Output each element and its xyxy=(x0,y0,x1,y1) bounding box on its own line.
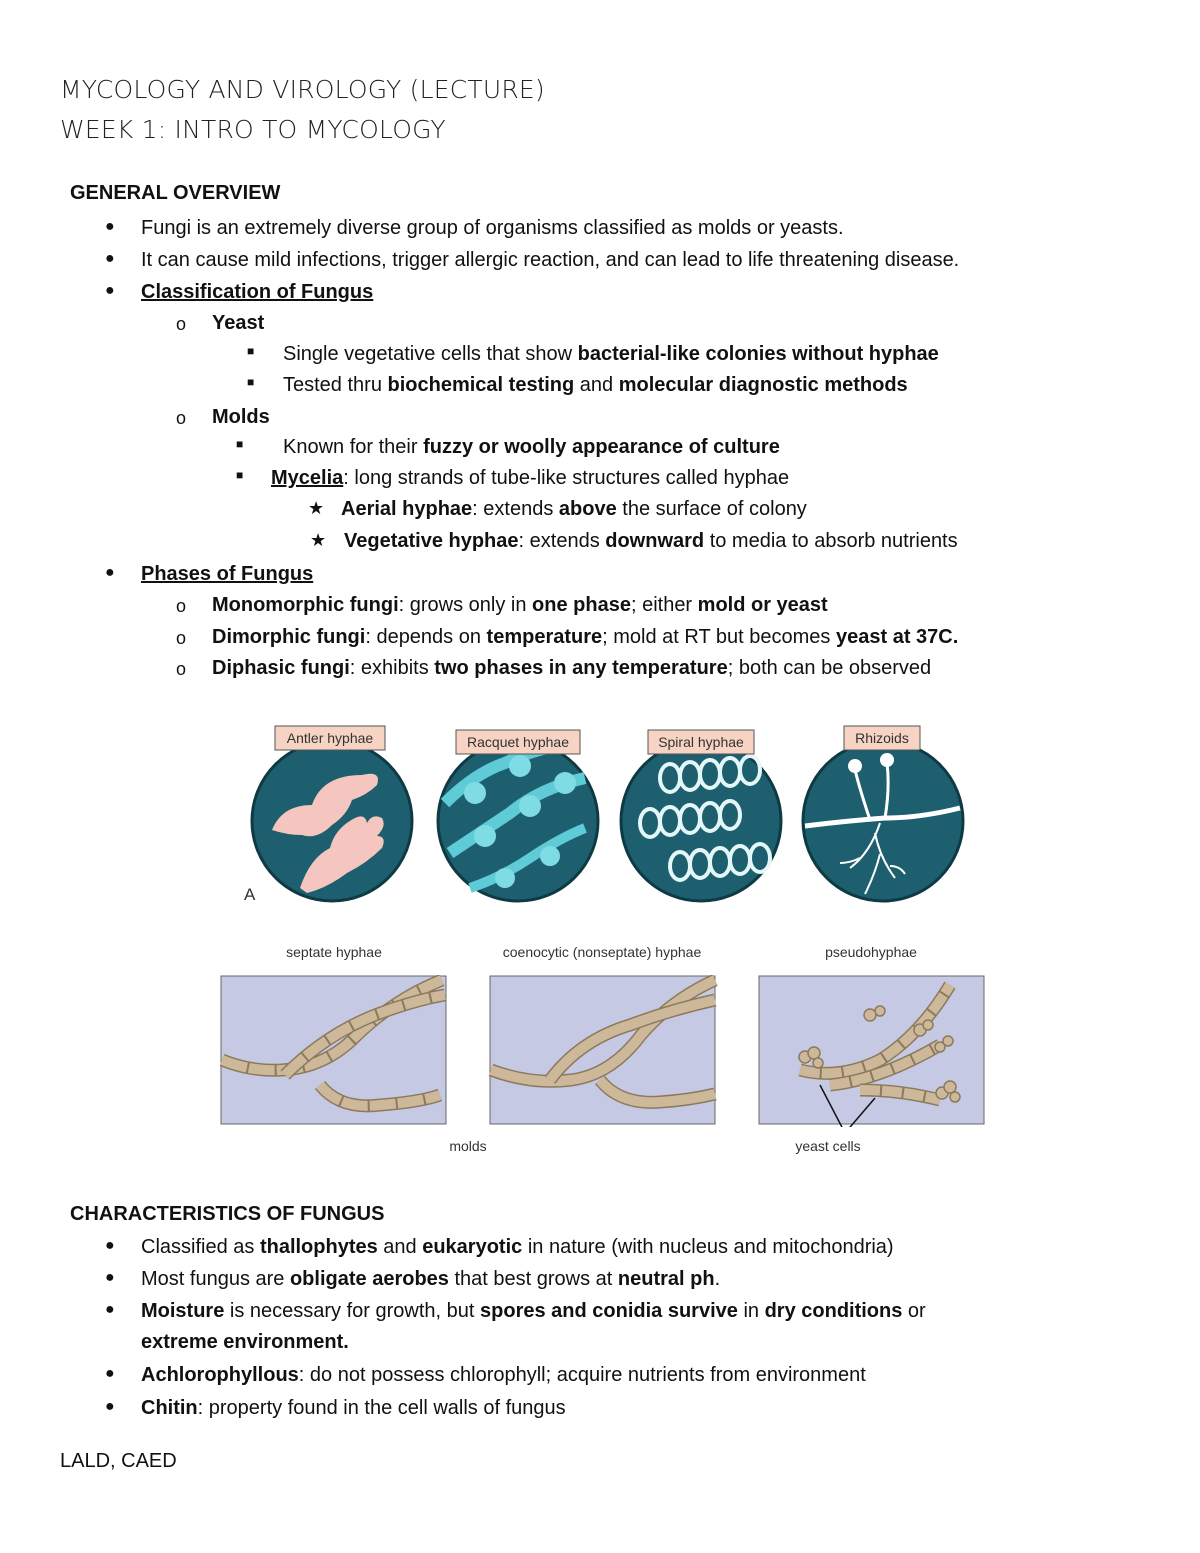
bullet-circle: o xyxy=(176,659,187,679)
characteristic-3-continued: extreme environment. xyxy=(141,1331,349,1353)
classification-heading: Classification of Fungus xyxy=(141,281,374,303)
bullet-square: ■ xyxy=(236,468,244,482)
document-title: MYCOLOGY AND VIROLOGY (LECTURE) xyxy=(60,75,545,104)
bullet-dot: ● xyxy=(105,1269,115,1286)
bullet-circle: o xyxy=(176,596,187,616)
characteristics-heading: CHARACTERISTICS OF FUNGUS xyxy=(70,1203,385,1225)
molds-label: Molds xyxy=(212,406,270,428)
pseudohyphae-caption: pseudohyphae xyxy=(825,944,917,960)
septate-hyphae-panel xyxy=(221,976,446,1124)
phases-heading: Phases of Fungus xyxy=(141,563,314,585)
bullet-dot: ● xyxy=(105,564,115,581)
document-subtitle: WEEK 1: INTRO TO MYCOLOGY xyxy=(60,115,446,144)
yeast-label: Yeast xyxy=(212,312,265,334)
bullet-dot: ● xyxy=(105,1237,115,1254)
bullet-circle: o xyxy=(176,628,187,648)
antler-hyphae-illustration xyxy=(252,741,412,901)
figure-label-antler: Antler hyphae xyxy=(286,730,374,746)
yeast-point-2: Tested thru biochemical testing and molecular diagnostic methods xyxy=(283,374,908,396)
overview-heading: GENERAL OVERVIEW xyxy=(70,182,281,204)
characteristic-3: Moisture is necessary for growth, but spores and conidia survive in dry conditions or xyxy=(141,1300,926,1322)
hyphae-types-figure xyxy=(230,718,980,908)
bullet-dot: ● xyxy=(105,1301,115,1318)
coenocytic-hyphae-panel xyxy=(490,976,715,1124)
characteristic-1: Classified as thallophytes and eukaryotic in nature (with nucleus and mitochondria) xyxy=(141,1236,894,1258)
spiral-hyphae-illustration xyxy=(621,741,781,901)
bullet-dot: ● xyxy=(105,218,115,235)
overview-bullet-2: It can cause mild infections, trigger allergic reaction, and can lead to life threatening disease. xyxy=(141,249,960,271)
figure-label-racquet: Racquet hyphae xyxy=(467,734,569,750)
bullet-circle: o xyxy=(176,408,187,428)
monomorphic-point: Monomorphic fungi: grows only in one phase; either mold or yeast xyxy=(212,594,828,616)
dimorphic-point: Dimorphic fungi: depends on temperature; mold at RT but becomes yeast at 37C. xyxy=(212,626,959,648)
bullet-dot: ● xyxy=(105,1398,115,1415)
bullet-dot: ● xyxy=(105,282,115,299)
overview-bullet-1: Fungi is an extremely diverse group of organisms classified as molds or yeasts. xyxy=(141,217,844,239)
characteristic-2: Most fungus are obligate aerobes that best grows at neutral ph. xyxy=(141,1268,721,1290)
bullet-square: ■ xyxy=(236,437,244,451)
star-icon: ★ xyxy=(310,530,327,550)
figure-label-spiral: Spiral hyphae xyxy=(658,734,744,750)
characteristic-4: Achlorophyllous: do not possess chlorophyll; acquire nutrients from environment xyxy=(141,1364,866,1386)
bullet-circle: o xyxy=(176,314,187,334)
septate-caption: septate hyphae xyxy=(286,944,382,960)
footer-author: LALD, CAED xyxy=(60,1450,177,1472)
diphasic-point: Diphasic fungi: exhibits two phases in any temperature; both can be observed xyxy=(212,657,932,679)
characteristic-5: Chitin: property found in the cell walls of fungus xyxy=(141,1397,566,1419)
bullet-dot: ● xyxy=(105,1365,115,1382)
mycelia-point: Mycelia: long strands of tube-like structures called hyphae xyxy=(271,467,790,489)
yeast-point-1: Single vegetative cells that show bacterial-like colonies without hyphae xyxy=(283,343,939,365)
bullet-square: ■ xyxy=(247,344,255,358)
rhizoids-illustration xyxy=(803,741,963,901)
molds-point-1: Known for their fuzzy or woolly appearance of culture xyxy=(283,436,780,458)
coenocytic-caption: coenocytic (nonseptate) hyphae xyxy=(502,944,702,960)
hyphae-structure-figure xyxy=(220,975,986,1127)
figure-panel-letter: A xyxy=(244,885,256,904)
star-icon: ★ xyxy=(308,498,325,518)
aerial-hyphae-point: Aerial hyphae: extends above the surface of colony xyxy=(341,498,807,520)
bullet-square: ■ xyxy=(247,375,255,389)
pseudohyphae-panel xyxy=(759,976,984,1127)
figure-label-rhizoids: Rhizoids xyxy=(855,730,909,746)
racquet-hyphae-illustration xyxy=(438,741,598,901)
molds-caption: molds xyxy=(449,1138,487,1154)
bullet-dot: ● xyxy=(105,250,115,267)
yeast-cells-caption: yeast cells xyxy=(795,1138,861,1154)
vegetative-hyphae-point: Vegetative hyphae: extends downward to media to absorb nutrients xyxy=(344,530,958,552)
